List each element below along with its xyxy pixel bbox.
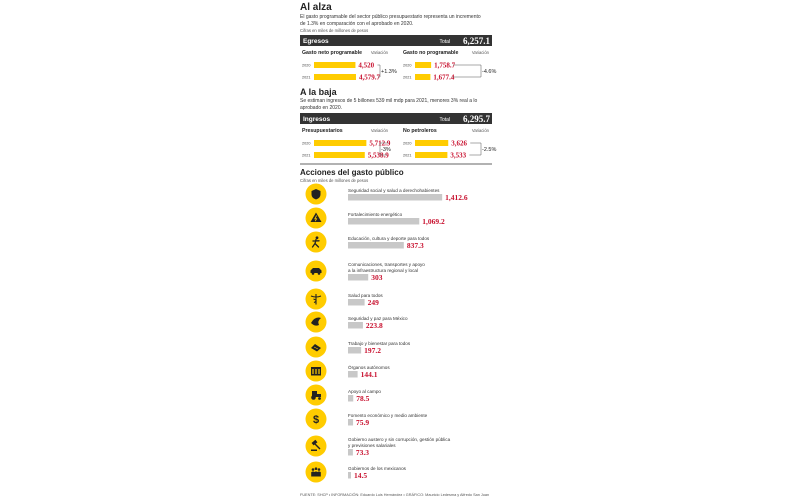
acciones-category-label: Seguridad social y salud a derechohabientes — [348, 188, 440, 193]
panel-title: Presupuestarios — [302, 128, 343, 134]
egresos-label: Egresos — [303, 38, 329, 45]
acciones-value-label: 73.3 — [355, 448, 370, 457]
panel-variation-label: Variación — [370, 50, 388, 55]
panel-bar — [314, 62, 355, 68]
acciones-category-label: y previsiones salariales — [348, 443, 396, 448]
acciones-value-label: 249 — [367, 298, 379, 307]
acciones-row — [306, 312, 408, 333]
acciones-value-label: 1,069.2 — [422, 217, 445, 226]
acciones-value-label: 144.1 — [360, 370, 378, 379]
panel-year-label: 2021 — [302, 75, 311, 80]
acciones-units: Cifras en miles de millones de pesos — [300, 178, 369, 183]
acciones-row — [306, 436, 451, 458]
acciones-category-label: Apoyo al campo — [348, 389, 381, 394]
ingresos-label: Ingresos — [303, 116, 331, 123]
building-icon — [306, 361, 327, 382]
panel-gasto-neto-programable — [302, 50, 397, 82]
panel-change: -4.6% — [482, 69, 497, 75]
money-plant-icon — [306, 409, 327, 430]
people-icon — [306, 462, 327, 483]
panel-variation-label: Variación — [471, 50, 489, 55]
panel-bracket — [452, 65, 481, 77]
gavel-icon — [306, 436, 327, 457]
acciones-category-label: a la infraestructura regional y local — [348, 268, 418, 273]
baja-description-line-2: aprobado en 2020. — [300, 105, 342, 111]
panel-year-label: 2020 — [302, 63, 311, 68]
panel-title: Gasto neto programable — [302, 50, 362, 56]
acciones-bar — [348, 299, 365, 306]
acciones-row — [306, 208, 446, 229]
acciones-bar — [348, 472, 351, 479]
svg-text:$: $ — [312, 414, 320, 426]
panel-gasto-no-programable — [403, 50, 496, 82]
panel-value-label: 1,677.4 — [433, 73, 455, 82]
panel-value-label: 5,538.9 — [367, 151, 389, 160]
acciones-bar — [348, 347, 361, 354]
panel-bar — [415, 74, 430, 80]
acciones-category-label: Fomento económico y medio ambiente — [348, 413, 428, 418]
acciones-value-label: 837.3 — [406, 241, 424, 250]
panel-change: +1.3% — [381, 69, 397, 75]
acciones-bar — [348, 371, 358, 378]
acciones-category-label: Gobiernos de los mexicanos — [348, 466, 406, 471]
panel-title: Gasto no programable — [403, 50, 459, 56]
car-icon — [306, 261, 327, 282]
egresos-total-value: 6,257.1 — [463, 36, 490, 46]
acciones-category-label: Educación, cultura y deporte para todos — [348, 236, 430, 241]
panel-year-label: 2020 — [302, 141, 311, 146]
panel-variation-label: Variación — [370, 128, 388, 133]
title-acciones: Acciones del gasto público — [300, 168, 404, 177]
acciones-category-label: Trabajo y bienestar para todos — [348, 341, 411, 346]
acciones-category-label: Salud para todos — [348, 293, 383, 298]
acciones-bar — [348, 419, 353, 426]
acciones-row — [306, 289, 384, 310]
panel-year-label: 2021 — [403, 153, 412, 158]
panel-variation-label: Variación — [471, 128, 489, 133]
acciones-value-label: 1,412.6 — [445, 193, 468, 202]
acciones-value-label: 75.9 — [356, 418, 370, 427]
acciones-value-label: 78.5 — [356, 394, 370, 403]
egresos-total-label: Total — [439, 39, 450, 45]
panel-year-label: 2021 — [302, 153, 311, 158]
panel-value-label: 3,626 — [451, 139, 467, 148]
panel-value-label: 4,520 — [358, 61, 375, 70]
acciones-row — [306, 409, 428, 430]
panel-presupuestarios — [302, 128, 391, 160]
header-units: Cifras en miles de millones de pesos — [300, 28, 369, 33]
acciones-chart — [306, 184, 468, 483]
acciones-row — [306, 361, 391, 382]
panel-bar — [415, 152, 447, 158]
acciones-category-label: Fortalecimiento energético — [348, 212, 403, 217]
acciones-category-label: Comunicaciones, transportes y apoyo — [348, 262, 425, 267]
runner-icon — [306, 232, 327, 253]
acciones-category-label: Órganos autónomos — [348, 365, 390, 370]
panel-bar — [415, 140, 448, 146]
acciones-bar — [348, 242, 404, 249]
tractor-icon — [306, 385, 327, 406]
footer-credits: FUENTE: SHCP • INFORMACIÓN: Eduardo Luis Hernández • GRÁFICO: Mauricio Ledesma y Alfredo San Juan — [300, 493, 490, 497]
panel-bracket — [469, 143, 481, 155]
header-description-line-1: El gasto programable del sector público presupuestario representa un incremento — [300, 14, 481, 20]
acciones-row — [306, 184, 468, 205]
acciones-category-label: Gobierno austero y sin corrupción, gestión pública — [348, 437, 451, 442]
ingresos-total-label: Total — [439, 117, 450, 123]
panel-change: -3% — [381, 147, 391, 153]
panel-bar — [415, 62, 431, 68]
acciones-row — [306, 337, 411, 358]
panel-value-label: 3,533 — [450, 151, 467, 160]
high-voltage-icon — [306, 208, 327, 229]
acciones-bar — [348, 322, 363, 329]
acciones-value-label: 223.8 — [365, 321, 383, 330]
shield-icon — [306, 184, 327, 205]
acciones-row — [306, 232, 430, 253]
dove-icon — [306, 312, 327, 333]
panel-title: No petroleros — [403, 128, 437, 134]
title-a-la-baja: A la baja — [300, 87, 337, 97]
acciones-bar — [348, 194, 442, 201]
acciones-bar — [348, 274, 368, 281]
panel-bar — [314, 74, 356, 80]
acciones-category-label: Seguridad y paz para México — [348, 316, 408, 321]
acciones-bar — [348, 218, 419, 225]
acciones-bar — [348, 449, 353, 456]
panel-value-label: 5,712.9 — [369, 139, 391, 148]
panel-year-label: 2020 — [403, 63, 412, 68]
acciones-row — [306, 462, 407, 483]
panel-value-label: 1,758.7 — [434, 61, 456, 70]
panel-bar — [314, 152, 365, 158]
panel-year-label: 2021 — [403, 75, 412, 80]
acciones-value-label: 197.2 — [364, 346, 382, 355]
header-description-line-2: de 1.3% en comparación con el aprobado en 2020. — [300, 21, 414, 27]
ingresos-total-value: 6,295.7 — [463, 114, 490, 124]
baja-description-line-1: Se estiman ingresos de 5 billones 539 mil mdp para 2021, menores 3% real a lo — [300, 98, 478, 104]
acciones-value-label: 14.5 — [354, 471, 368, 480]
panel-value-label: 4,579.7 — [358, 73, 380, 82]
acciones-bar — [348, 395, 353, 402]
panel-bar — [314, 140, 366, 146]
panel-no-petroleros — [403, 128, 496, 160]
title-al-alza: Al alza — [300, 2, 332, 13]
acciones-row — [306, 261, 426, 283]
panel-change: -2.5% — [482, 147, 497, 153]
acciones-value-label: 303 — [371, 273, 383, 282]
caduceus-icon — [306, 289, 327, 310]
panel-year-label: 2020 — [403, 141, 412, 146]
handshake-icon — [306, 337, 327, 358]
acciones-row — [306, 385, 382, 406]
